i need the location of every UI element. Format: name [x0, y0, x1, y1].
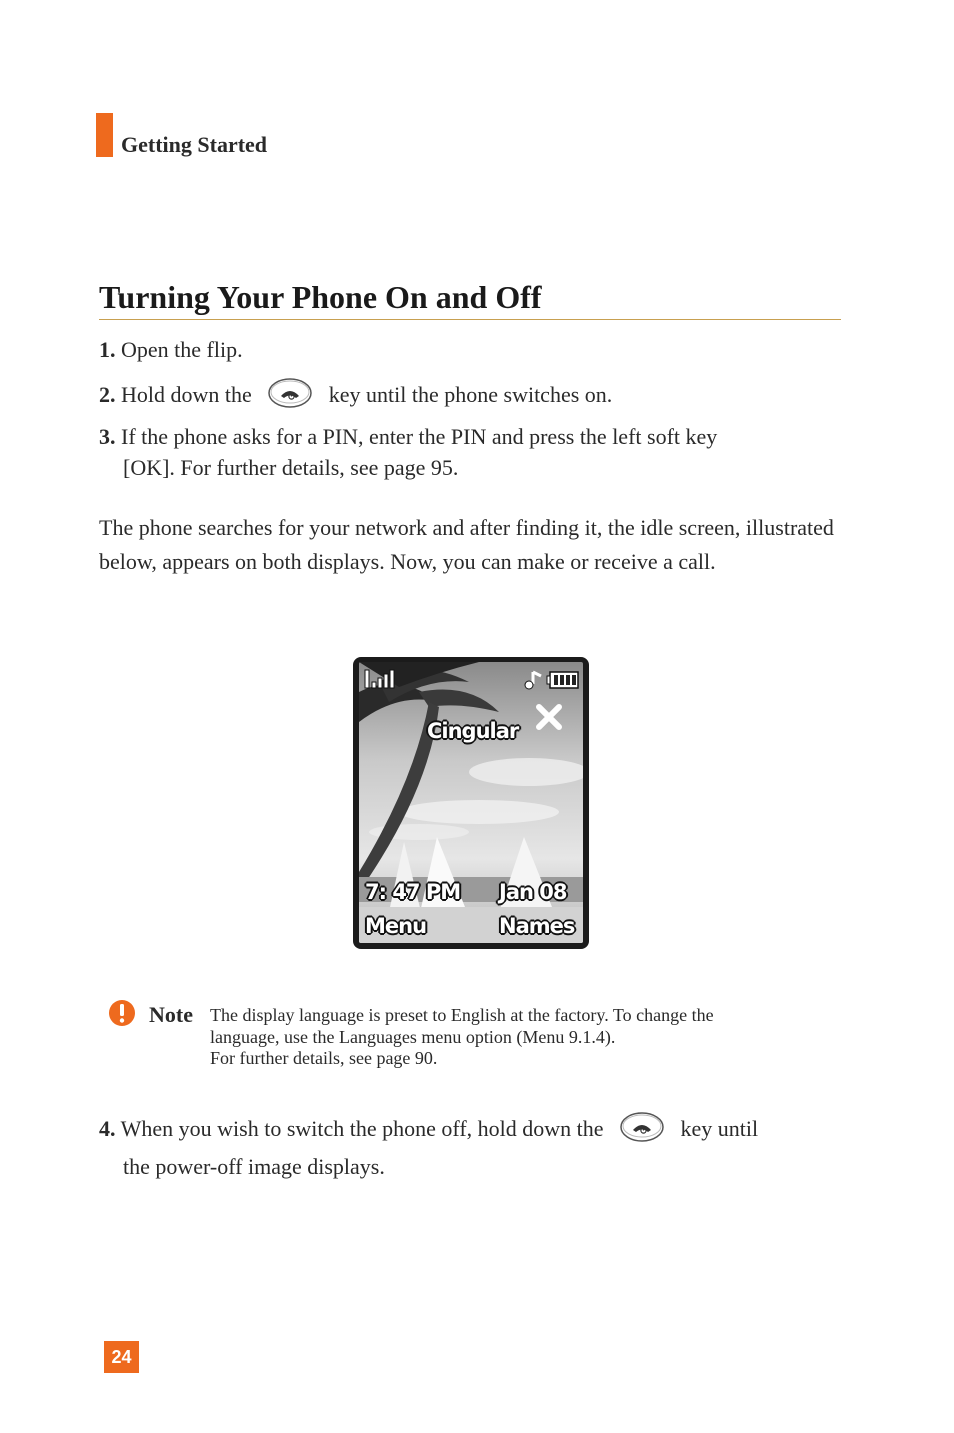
page-number: 24 — [104, 1341, 139, 1373]
section-title: Getting Started — [121, 132, 268, 157]
right-softkey-label: Names — [499, 914, 575, 938]
step-1 — [99, 334, 243, 365]
note-text — [210, 1005, 830, 1070]
clock-time: 7: 47 PM — [365, 880, 461, 904]
wallpaper-image — [359, 662, 583, 943]
title-divider — [99, 319, 841, 320]
step-number: 4. — [99, 1116, 116, 1142]
step-text: key until — [680, 1116, 759, 1142]
note-line: The display language is preset to English at the factory. To change the — [210, 1005, 714, 1025]
step-text: key until the phone switches on. — [328, 382, 613, 408]
carrier-name: Cingular — [427, 719, 519, 743]
date-display: Jan 08 — [499, 880, 567, 904]
power-end-key-icon — [619, 1111, 665, 1151]
step-number: 1. — [99, 337, 116, 362]
phone-idle-screen — [353, 657, 589, 949]
page-title: Turning Your Phone On and Off — [99, 279, 542, 315]
step-3 — [99, 421, 717, 483]
left-softkey-label: Menu — [365, 914, 427, 938]
note-label: Note — [149, 1002, 193, 1027]
body-paragraph: The phone searches for your network and after finding it, the idle screen, illustrated below, appears on both displays. Now, you can make or receive a call. — [99, 515, 834, 574]
step-text: Open the flip. — [121, 337, 243, 362]
step-text: If the phone asks for a PIN, enter the PIN and press the left soft key — [121, 424, 718, 449]
step-number: 3. — [99, 424, 116, 449]
battery-icon — [547, 672, 578, 688]
step-text-continued: [OK]. For further details, see page 95. — [123, 455, 459, 480]
note-line: For further details, see page 90. — [210, 1048, 438, 1068]
section-marker — [96, 113, 113, 157]
exclamation-icon — [108, 999, 136, 1032]
step-number: 2. — [99, 382, 116, 408]
step-text-continued: the power-off image displays. — [123, 1154, 385, 1179]
step-text: Hold down the — [121, 382, 252, 408]
step-2 — [99, 377, 612, 417]
step-4 — [99, 1111, 758, 1182]
power-end-key-icon — [267, 377, 313, 417]
step-text: When you wish to switch the phone off, hold down the — [120, 1116, 604, 1142]
note-line: language, use the Languages menu option (Menu 9.1.4). — [210, 1026, 616, 1047]
